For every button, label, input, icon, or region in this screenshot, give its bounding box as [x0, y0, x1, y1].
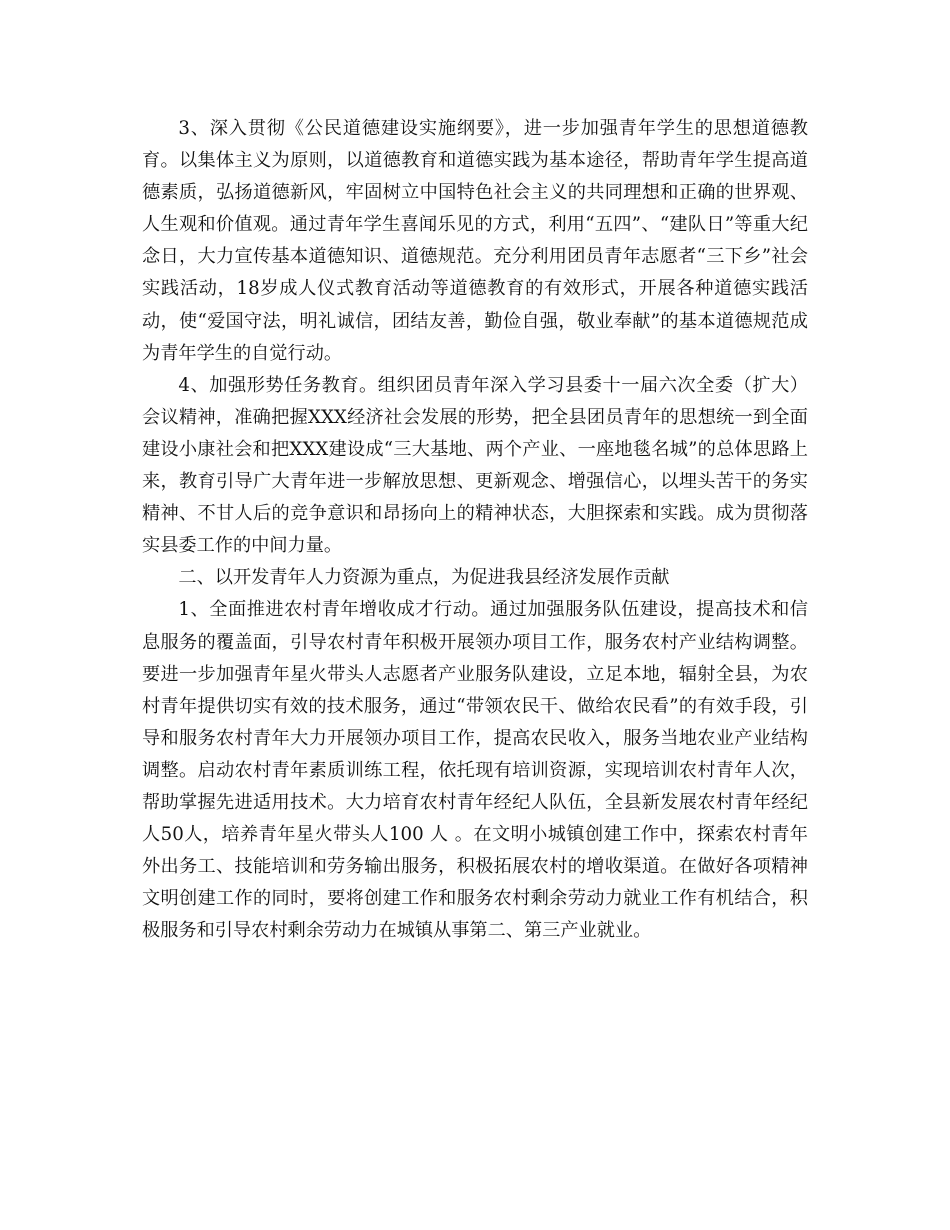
- paragraph-moral-education: 3、深入贯彻《公民道德建设实施纲要》，进一步加强青年学生的思想道德教育。以集体主义为原则，以道德教育和道德实践为基本途径，帮助青年学生提高道德素质，弘扬道德新风，牢固树立中国特色社会主义的共同理想和正确的世界观、人生观和价值观。通过青年学生喜闻乐见的方式，利用“五四”、“建队日”等重大纪念日，大力宣传基本道德知识、道德规范。充分利用团员青年志愿者“三下乡”社会实践活动，18岁成人仪式教育活动等道德教育的有效形式，开展各种道德实践活动，使“爱国守法，明礼诚信，团结友善，勤俭自强，敬业奉献”的基本道德规范成为青年学生的自觉行动。: [142, 118, 808, 364]
- paragraph-situation-education: 4、加强形势任务教育。组织团员青年深入学习县委十一届六次全委（扩大）会议精神，准确把握XXX经济社会发展的形势，把全县团员青年的思想统一到全面建设小康社会和把XXX建设成“三大基地、两个产业、一座地毯名城”的总体思路上来，教育引导广大青年进一步解放思想、更新观念、增强信心，以埋头苦干的务实精神、不甘人后的竞争意识和昂扬向上的精神状态，大胆探索和实践。成为贯彻落实县委工作的中间力量。: [142, 374, 808, 557]
- document-page: [142, 113, 808, 947]
- section-heading: 二、以开发青年人力资源为重点，为促进我县经济发展作贡献: [178, 567, 670, 589]
- paragraph-rural-youth: 1、全面推进农村青年增收成才行动。通过加强服务队伍建设，提高技术和信息服务的覆盖面，引导农村青年积极开展领办项目工作，服务农村产业结构调整。要进一步加强青年星火带头人志愿者产业服务队建设，立足本地，辐射全县，为农村青年提供切实有效的技术服务，通过“带领农民干、做给农民看”的有效手段，引导和服务农村青年大力开展领办项目工作，提高农民收入，服务当地农业产业结构调整。启动农村青年素质训练工程，依托现有培训资源，实现培训农村青年人次，帮助掌握先进适用技术。大力培育农村青年经纪人队伍，全县新发展农村青年经纪人50人，培养青年星火带头人100 人 。在文明小城镇创建工作中，探索农村青年外出务工、技能培训和劳务输出服务，积极拓展农村的增收渠道。在做好各项精神文明创建工作的同时，要将创建工作和服务农村剩余劳动力就业工作有机结合，积极服务和引导农村剩余劳动力在城镇从事第二、第三产业就业。: [142, 599, 808, 942]
